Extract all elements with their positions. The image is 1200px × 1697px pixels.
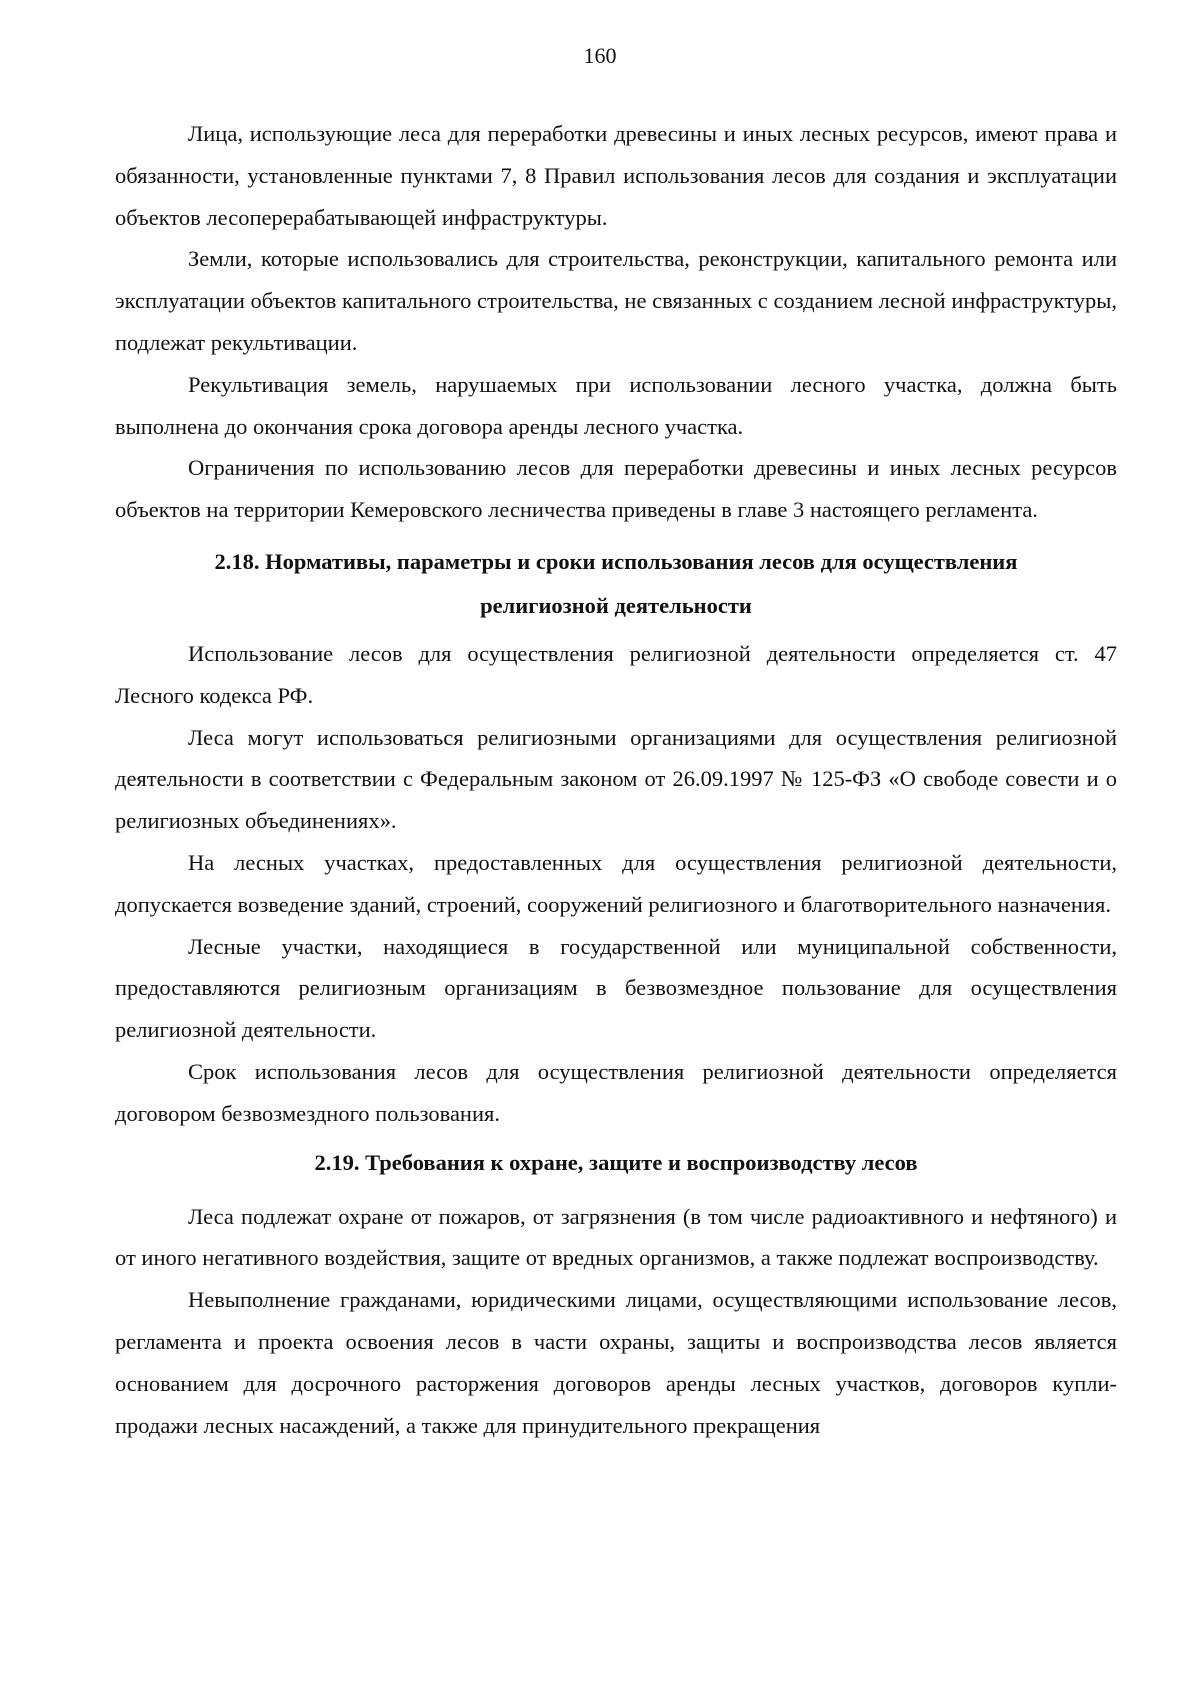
page-body [115, 113, 1117, 1446]
paragraph: Использование лесов для осуществления религиозной деятельности определяется ст. 47 Лесного кодекса РФ. [115, 640, 1117, 708]
page-number: 160 [583, 43, 617, 68]
paragraph: Лица, использующие леса для переработки древесины и иных лесных ресурсов, имеют права и обязанности, установленные пунктами 7, 8 Правил использования лесов для создания и эксплуатации объектов лесоперерабатывающей инфраструктуры. [115, 121, 1117, 230]
section-heading-2-18 [115, 538, 1117, 629]
section-heading-2-19: 2.19. Требования к охране, защите и воспроизводству лесов [314, 1149, 918, 1175]
section-heading-line: религиозной деятельности [480, 592, 752, 618]
paragraph: Срок использования лесов для осуществления религиозной деятельности определяется договором безвозмездного пользования. [115, 1058, 1117, 1126]
paragraph: На лесных участках, предоставленных для осуществления религиозной деятельности, допускается возведение зданий, строений, сооружений религиозного и благотворительного назначения. [115, 849, 1117, 917]
paragraph: Леса подлежат охране от пожаров, от загрязнения (в том числе радиоактивного и нефтяного) и от иного негативного воздействия, защите от вредных организмов, а также подлежат воспроизводству. [115, 1203, 1117, 1271]
paragraph: Невыполнение гражданами, юридическими лицами, осуществляющими использование лесов, регламента и проекта освоения лесов в части охраны, защиты и воспроизводства лесов является основанием для досрочного расторжения договоров аренды лесных участков, договоров купли-продажи лесных насаждений, а также для принудительного прекращения [115, 1287, 1117, 1438]
paragraph: Рекультивация земель, нарушаемых при использовании лесного участка, должна быть выполнена до окончания срока договора аренды лесного участка. [115, 371, 1117, 439]
paragraph: Ограничения по использованию лесов для переработки древесины и иных лесных ресурсов объектов на территории Кемеровского лесничества приведены в главе 3 настоящего регламента. [115, 455, 1117, 523]
section-heading-line: 2.18. Нормативы, параметры и сроки использования лесов для осуществления [214, 548, 1018, 574]
paragraph: Лесные участки, находящиеся в государственной или муниципальной собственности, предоставляются религиозным организациям в безвозмездное пользование для осуществления религиозной деятельности. [115, 933, 1117, 1043]
paragraph: Леса могут использоваться религиозными организациями для осуществления религиозной деятельности в соответствии с Федеральным законом от 26.09.1997 № 125-ФЗ «О свободе совести и о религиозных объединениях». [115, 724, 1117, 834]
paragraph: Земли, которые использовались для строительства, реконструкции, капитального ремонта или эксплуатации объектов капитального строительства, не связанных с созданием лесной инфраструктуры, подлежат рекультивации. [115, 246, 1117, 355]
